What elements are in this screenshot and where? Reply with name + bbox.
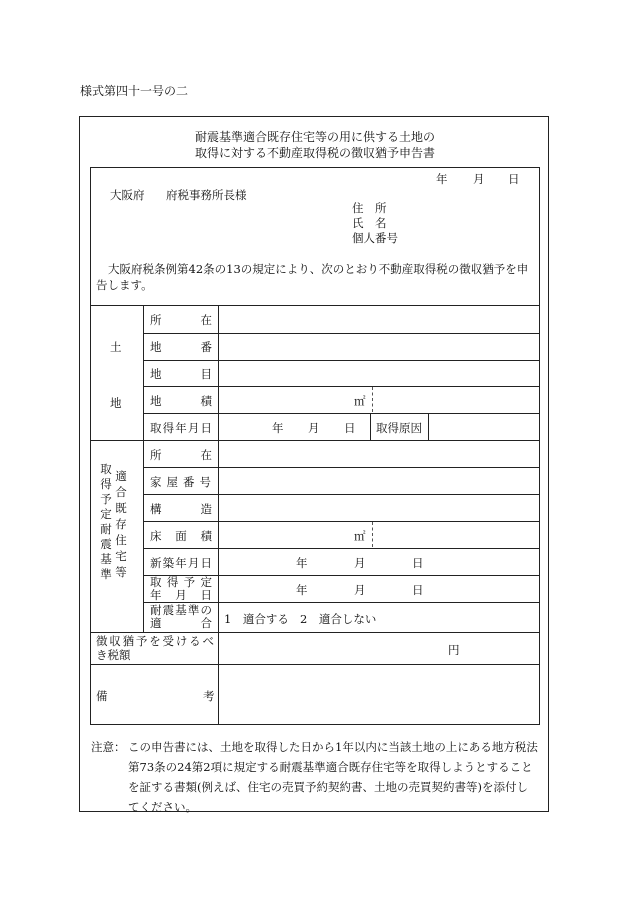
addressee-office: 府税事務所長様	[166, 188, 247, 202]
building-location-label: 所 在	[150, 448, 212, 462]
land-acquired-day: 日	[344, 421, 356, 435]
land-acquisition-cause-label: 取得原因	[376, 421, 422, 435]
remarks-label-right: 考	[203, 689, 215, 703]
land-group-label-2: 地	[110, 396, 122, 410]
note-line3: を証する書類(例えば、住宅の売買予約契約書、土地の売買契約書等)を添付し	[128, 780, 528, 794]
rule	[143, 548, 540, 549]
date-month: 月	[473, 172, 485, 186]
rule	[143, 413, 540, 414]
rule-land-bottom	[90, 440, 540, 441]
land-area-label: 地 積	[150, 394, 212, 408]
building-seismic-label-1: 耐震基準の	[150, 603, 212, 617]
land-location-label: 所 在	[150, 313, 212, 327]
land-category-label: 地 目	[150, 367, 212, 381]
seismic-option-compliant: 1 適合する	[224, 612, 289, 626]
note-line2: 第73条の24第2項に規定する耐震基準適合既存住宅等を取得しようとすること	[128, 760, 533, 774]
rule-vertical-group	[143, 305, 144, 632]
land-acquired-month: 月	[308, 421, 320, 435]
land-lot-number-label: 地 番	[150, 340, 212, 354]
building-built-month: 月	[354, 556, 366, 570]
land-group-label-1: 土	[110, 340, 122, 354]
tax-unit: 円	[448, 643, 460, 657]
declaration-text: 大阪府税条例第42条の13の規定により、次のとおり不動産取得税の徴収猶予を申告します。	[96, 262, 529, 292]
building-house-number-label: 家屋番号	[150, 475, 212, 489]
building-planned-date-label-2: 年月日	[150, 588, 212, 602]
building-seismic-label-2: 適 合	[150, 616, 212, 630]
building-group-label-right: 適 合 既 存 住 宅 等	[115, 469, 127, 579]
building-planned-day: 日	[412, 583, 424, 597]
building-floor-area-label: 床面積	[150, 529, 212, 543]
rule	[143, 494, 540, 495]
note-line1: この申告書には、土地を取得した日から1年以内に当該土地の上にある地方税法	[128, 740, 538, 754]
applicant-id-label: 個人番号	[352, 231, 398, 245]
tax-label-2: き税額	[96, 648, 131, 662]
rule	[143, 521, 540, 522]
rule-header-bottom	[90, 305, 540, 306]
form-title-line1: 耐震基準適合既存住宅等の用に供する土地の	[194, 130, 435, 144]
tax-label-1: 徴収猶予を受けるべ	[96, 634, 214, 648]
rule-vertical-label	[218, 305, 219, 725]
applicant-address-label: 住 所	[352, 201, 387, 215]
building-planned-year: 年	[296, 583, 308, 597]
land-acquired-year: 年	[272, 421, 284, 435]
rule	[143, 467, 540, 468]
form-title-line2: 取得に対する不動産取得税の徴収猶予申告書	[194, 146, 435, 160]
rule-building-bottom	[90, 632, 540, 633]
building-planned-month: 月	[354, 583, 366, 597]
rule	[143, 333, 540, 334]
land-area-unit: ㎡	[354, 394, 366, 408]
rule-vertical	[370, 413, 371, 440]
rule-tax-bottom	[90, 664, 540, 665]
building-planned-date-label-1: 取得予定	[150, 575, 212, 589]
building-structure-label: 構 造	[150, 502, 212, 516]
note-head: 注意：	[91, 740, 126, 754]
date-day: 日	[508, 172, 520, 186]
rule	[143, 360, 540, 361]
seismic-option-noncompliant: 2 適合しない	[300, 612, 377, 626]
building-built-day: 日	[412, 556, 424, 570]
rule-dashed	[372, 522, 373, 547]
addressee-prefecture: 大阪府	[110, 188, 145, 202]
form-number: 様式第四十一号の二	[80, 84, 189, 98]
remarks-label-left: 備	[96, 689, 108, 703]
date-year: 年	[436, 172, 448, 186]
rule-dashed	[372, 387, 373, 412]
building-group-label-left: 取 得 予 定 耐 震 基 準	[100, 462, 112, 581]
applicant-name-label: 氏 名	[352, 216, 387, 230]
building-built-year: 年	[296, 556, 308, 570]
rule	[143, 386, 540, 387]
rule-vertical	[428, 413, 429, 440]
land-acquired-date-label: 取得年月日	[150, 421, 212, 435]
building-floor-area-unit: ㎡	[354, 529, 366, 543]
note-line4: てください。	[128, 800, 197, 814]
building-built-date-label: 新築年月日	[150, 556, 212, 570]
